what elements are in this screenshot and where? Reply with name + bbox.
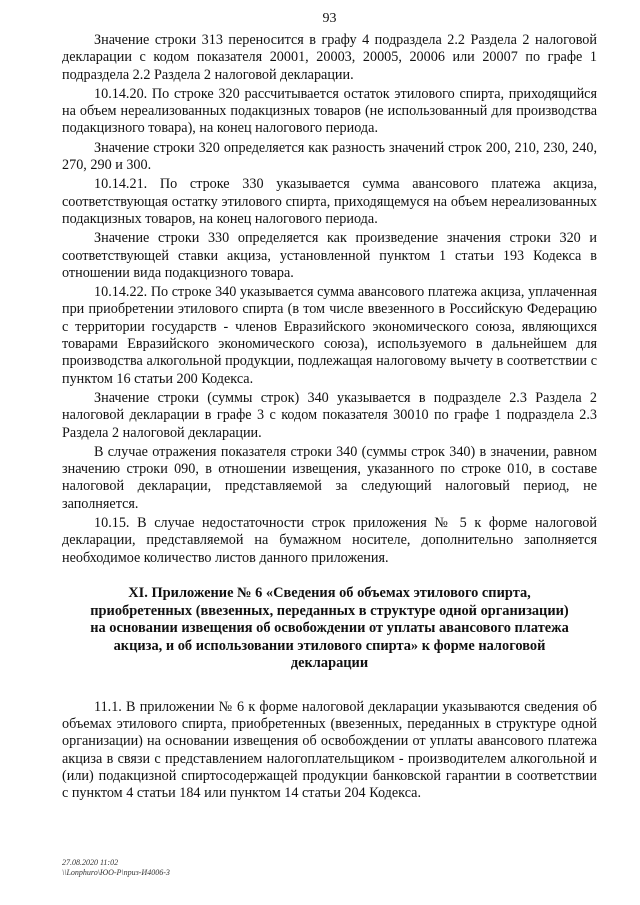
paragraph: Значение строки 320 определяется как разность значений строк 200, 210, 230, 240, 270, 290 и 300. xyxy=(62,139,597,174)
paragraph: 10.14.22. По строке 340 указывается сумма авансового платежа акциза, уплаченная при приобретении этилового спирта (в том числе ввезенного в Российскую Федерацию с территории государств - членов Евразийского экономического союза, являющихся товарами Евразийского экономического союза), используемого в дальнейшем для производства алкогольной продукции, подлежащая налоговому вычету в соответствии с пунктом 16 статьи 200 Кодекса. xyxy=(62,284,597,387)
paragraph: 10.14.20. По строке 320 рассчитывается остаток этилового спирта, приходящийся на объем нереализованных подакцизных товаров (не использованный для производства подакцизного товара), на конец налогового периода. xyxy=(62,85,597,137)
paragraph: В случае отражения показателя строки 340 (суммы строк 340) в значении, равном значению строки 090, в отношении извещения, указанного по строке 010, в составе налоговой декларации, представляемой за следующий налоговый период, не заполняется. xyxy=(62,443,597,512)
footer-file-path: \\Lonphuro\ЮО-Р\приз-И4006-3 xyxy=(62,867,170,877)
paragraph: 11.1. В приложении № 6 к форме налоговой декларации указываются сведения об объемах этилового спирта, приобретенных (ввезенных, переданных в структуре одной организации) на основании извещения об освобождении от уплаты авансового платежа акциза в связи с представлением налогоплательщиком - производителем алкогольной и (или) подакцизной спиртосодержащей продукции банковской гарантии в соответствии с пунктом 4 статьи 184 или пунктом 14 статьи 204 Кодекса. xyxy=(62,698,597,802)
paragraph: 10.14.21. По строке 330 указывается сумма авансового платежа акциза, соответствующая остатку этилового спирта, приходящемуся на объем нереализованных подакцизных товаров, на конец налогового периода. xyxy=(62,176,597,227)
paragraph: 10.15. В случае недостаточности строк приложения № 5 к форме налоговой декларации, представляемой на бумажном носителе, дополнительно заполняется необходимое количество листов данного приложения. xyxy=(62,515,597,566)
section-heading: XI. Приложение № 6 «Сведения об объемах этилового спирта, приобретенных (ввезенных, переданных в структуре одной организации) на основании извещения об освобождении от уплаты авансового платежа акциза, и об использовании этилового спирта» к форме налоговой декларации xyxy=(90,584,569,672)
page-number: 93 xyxy=(322,11,337,26)
paragraph: Значение строки 313 переносится в графу 4 подраздела 2.2 Раздела 2 налоговой декларации с кодом показателя 20001, 20003, 20005, 20006 или 20007 по графе 1 подраздела 2.2 Раздела 2 налоговой декларации. xyxy=(62,32,597,83)
document-footer xyxy=(62,858,170,877)
paragraph: Значение строки (суммы строк) 340 указывается в подразделе 2.3 Раздела 2 налоговой декларации в графе 3 с кодом показателя 30010 по графе 1 подраздела 2.3 Раздела 2 налоговой декларации. xyxy=(62,389,597,441)
paragraph: Значение строки 330 определяется как произведение значения строки 320 и соответствующей ставки акциза, установленной пунктом 1 статьи 193 Кодекса в отношении вида подакцизного товара. xyxy=(62,230,597,281)
document-page xyxy=(62,10,597,805)
footer-timestamp: 27.08.2020 11:02 xyxy=(62,858,119,867)
